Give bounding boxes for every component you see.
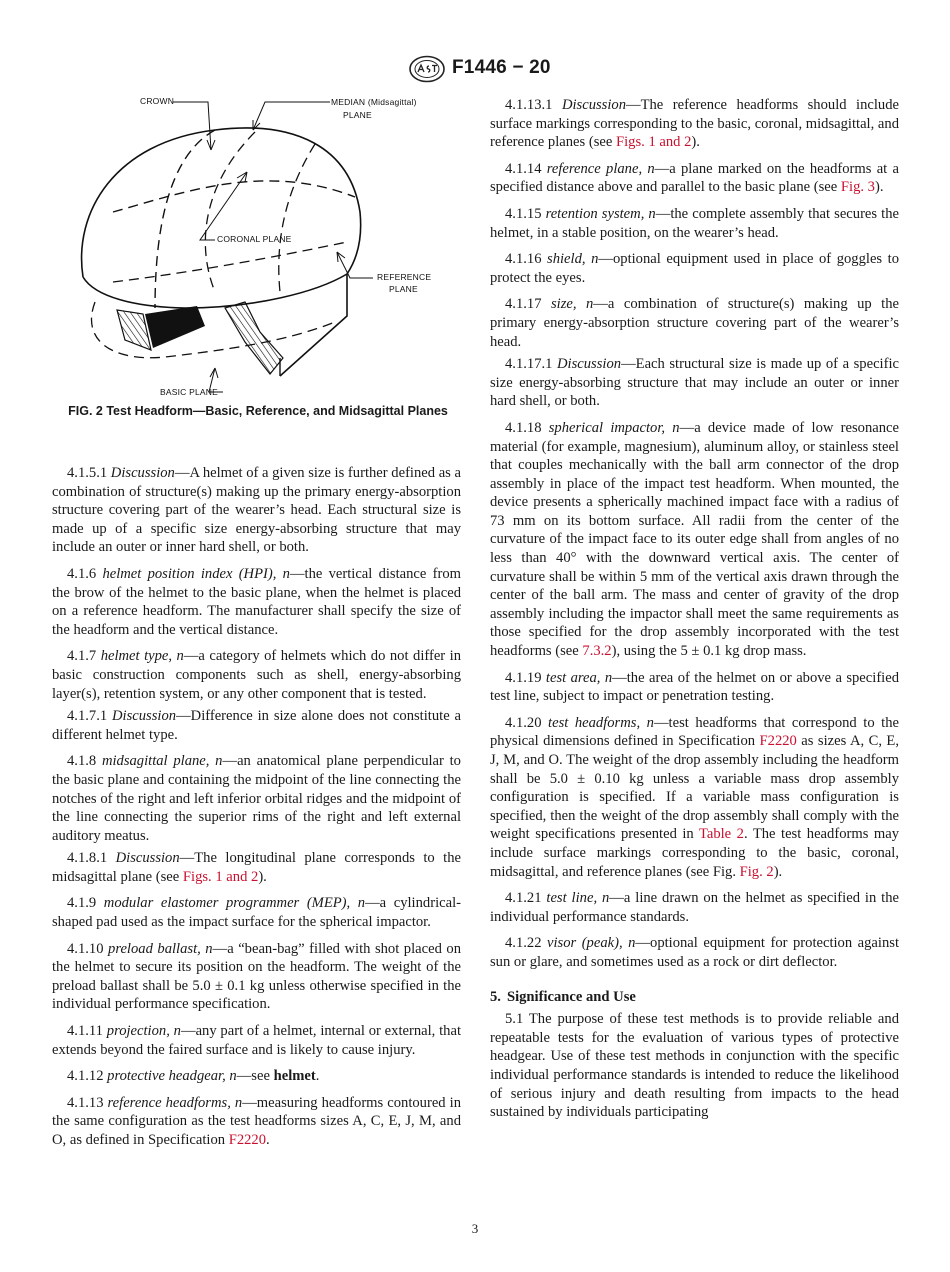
astm-logo-icon	[408, 55, 446, 83]
document-id: F1446 − 20	[452, 57, 551, 78]
right-column	[490, 96, 899, 1126]
figure-caption: FIG. 2 Test Headform—Basic, Reference, and Midsagittal Planes	[68, 404, 448, 418]
para-4-1-20: 4.1.20 test headforms, n—test headforms that correspond to the physical dimensions defined in Specification F2220 as sizes A, C, E, J, M, and O. The weight of the drop assembly including the headform shall be 5.0 ± 0.10 kg unless a variable mass drop assembly configuration is specified. If a variable mass configuration is specified, then the weight of the drop assembly shall comply with the weight specifications presented in Table 2. The test headforms may include surface markings corresponding to the basic, coronal, midsagittal, and reference planes (see Fig. Fig. 2).	[490, 714, 899, 880]
label-reference-line1: REFERENCE	[377, 272, 432, 282]
para-4-1-18: 4.1.18 spherical impactor, n—a device made of low resonance material (for example, magnesium), aluminum alloy, or stainless steel that couples mechanically with the ball arm connector of the drop assembly in place of the impact test headform. When mounted, the device presents a spherically machined impact face with a radius of 73 mm on its bottom surface. All radii from the center of the curvature of the impact face to its outer edge shall from angles of no less than 40° with the downward vertical axis. The center of curvature shall be within 5 mm of the vertical axis drawn through the center of the ball arm. The mass and center of gravity of the drop assembly including the impactor shall meet the same requirements as those specified for the drop assembly incorporated with the test headforms (see 7.3.2), using the 5 ± 0.1 kg drop mass.	[490, 419, 899, 660]
para-4-1-22: 4.1.22 visor (peak), n—optional equipment for protection against sun or glare, and sometimes used as a rock or dirt deflector.	[490, 935, 899, 970]
para-4-1-6: 4.1.6 helmet position index (HPI), n—the vertical distance from the brow of the helmet to the basic plane, when the helmet is placed on a reference headform. The manufacturer shall specify the size of the headform and the vertical distance.	[52, 565, 462, 638]
link-7-3-2[interactable]: 7.3.2	[582, 643, 612, 660]
para-4-1-19: 4.1.19 test area, n—the area of the helmet on or above a specified test line, subject to impact or penetration testing.	[490, 669, 900, 705]
para-4-1-21: 4.1.21 test line, n—a line drawn on the helmet as specified in the individual performance standards.	[490, 890, 899, 925]
para-4-1-15: 4.1.15 retention system, n—the complete assembly that secures the helmet, in a stable position, on the wearer’s head.	[490, 205, 899, 241]
page-number: 3	[471, 1221, 479, 1236]
para-4-1-8-1: 4.1.8.1 Discussion—The longitudinal plane corresponds to the midsagittal plane (see Figs. 1 and 2).	[52, 850, 461, 885]
para-4-1-16: 4.1.16 shield, n—optional equipment used in place of goggles to protect the eyes.	[490, 251, 899, 286]
page-header	[0, 55, 950, 85]
para-5-1: 5.1 The purpose of these test methods is to provide reliable and repeatable tests for the evaluation of various types of protective headgear. Use of these test methods in conjunction with the specific individual performance standards is intended to reduce the likelihood of serious injury and death resulting from impacts to the head sustained by individuals participating	[490, 1011, 899, 1121]
para-4-1-13: 4.1.13 reference headforms, n—measuring headforms contoured in the same configuration as the test headforms sizes A, C, E, J, M, and O, as defined in Specification F2220.	[52, 1094, 461, 1148]
link-f2220[interactable]: F2220	[759, 733, 797, 750]
para-4-1-17: 4.1.17 size, n—a combination of structure(s) making up the primary energy-absorption structure covering part of the wearer’s head.	[490, 296, 900, 350]
para-4-1-14: 4.1.14 reference plane, n—a plane marked on the headforms at a specified distance above and parallel to the basic plane (see Fig. 3).	[490, 160, 899, 196]
para-4-1-9: 4.1.9 modular elastomer programmer (MEP), n—a cylindrical-shaped pad used as the impact surface for the spherical impactor.	[52, 895, 461, 931]
para-4-1-8: 4.1.8 midsagittal plane, n—an anatomical plane perpendicular to the basic plane and containing the midpoint of the line connecting the notches of the right and left inferior orbital ridges and the midpoint of the line connecting the superior rims of the right and left external auditory meatus.	[52, 753, 461, 844]
label-coronal-plane: CORONAL PLANE	[217, 234, 292, 244]
link-fig-2[interactable]: Fig. 2	[739, 863, 774, 880]
label-basic-plane: BASIC PLANE	[160, 387, 218, 397]
para-4-1-12: 4.1.12 protective headgear, n—see helmet.	[67, 1068, 320, 1085]
label-crown: CROWN	[140, 96, 175, 106]
left-column	[52, 464, 461, 1154]
label-reference-line2: PLANE	[389, 284, 418, 294]
label-median-line1: MEDIAN (Midsagittal)	[331, 97, 417, 107]
link-table-2[interactable]: Table 2	[698, 826, 744, 843]
link-figs-1-2[interactable]: Figs. 1 and 2	[182, 868, 259, 885]
para-4-1-13-1: 4.1.13.1 Discussion—The reference headforms should include surface markings corresponding to the basic, coronal, midsagittal, and reference planes (see Figs. 1 and 2).	[490, 97, 899, 151]
headform-diagram	[55, 92, 465, 412]
para-4-1-17-1: 4.1.17.1 Discussion—Each structural size is made up of a specific size energy-absorbing structure that may include an outer or inner hard shell, or both.	[490, 356, 899, 410]
para-4-1-11: 4.1.11 projection, n—any part of a helmet, internal or external, that extends beyond the faired surface and is likely to cause injury.	[52, 1023, 461, 1058]
link-fig-3[interactable]: Fig. 3	[840, 179, 875, 196]
label-median-line2: PLANE	[343, 110, 372, 120]
link-figs-1-2[interactable]: Figs. 1 and 2	[616, 134, 692, 151]
para-4-1-7-1: 4.1.7.1 Discussion—Difference in size alone does not constitute a different helmet type.	[52, 708, 461, 743]
figure-2-headform	[55, 92, 465, 422]
section-5-heading: 5. Significance and Use	[490, 988, 636, 1005]
para-4-1-10: 4.1.10 preload ballast, n—a “bean-bag” filled with shot placed on the helmet to secure its position on the headform. The weight of the preload ballast shall be 5.0 ± 0.1 kg unless otherwise specified in the individual performance specification.	[52, 940, 461, 1013]
para-4-1-5-1: 4.1.5.1 Discussion—A helmet of a given size is further defined as a combination of structure(s) making up the primary energy-absorption structure covering part of the wearer’s head. Each structural size is made up of a specific size energy-absorbing structure that may include an outer or inner hard shell, or both.	[52, 465, 461, 556]
para-4-1-7: 4.1.7 helmet type, n—a category of helmets which do not differ in basic construction components such as shell, energy-absorbing layer(s), retention system, or any other component that is tested.	[52, 648, 462, 702]
link-f2220[interactable]: F2220	[228, 1132, 267, 1148]
